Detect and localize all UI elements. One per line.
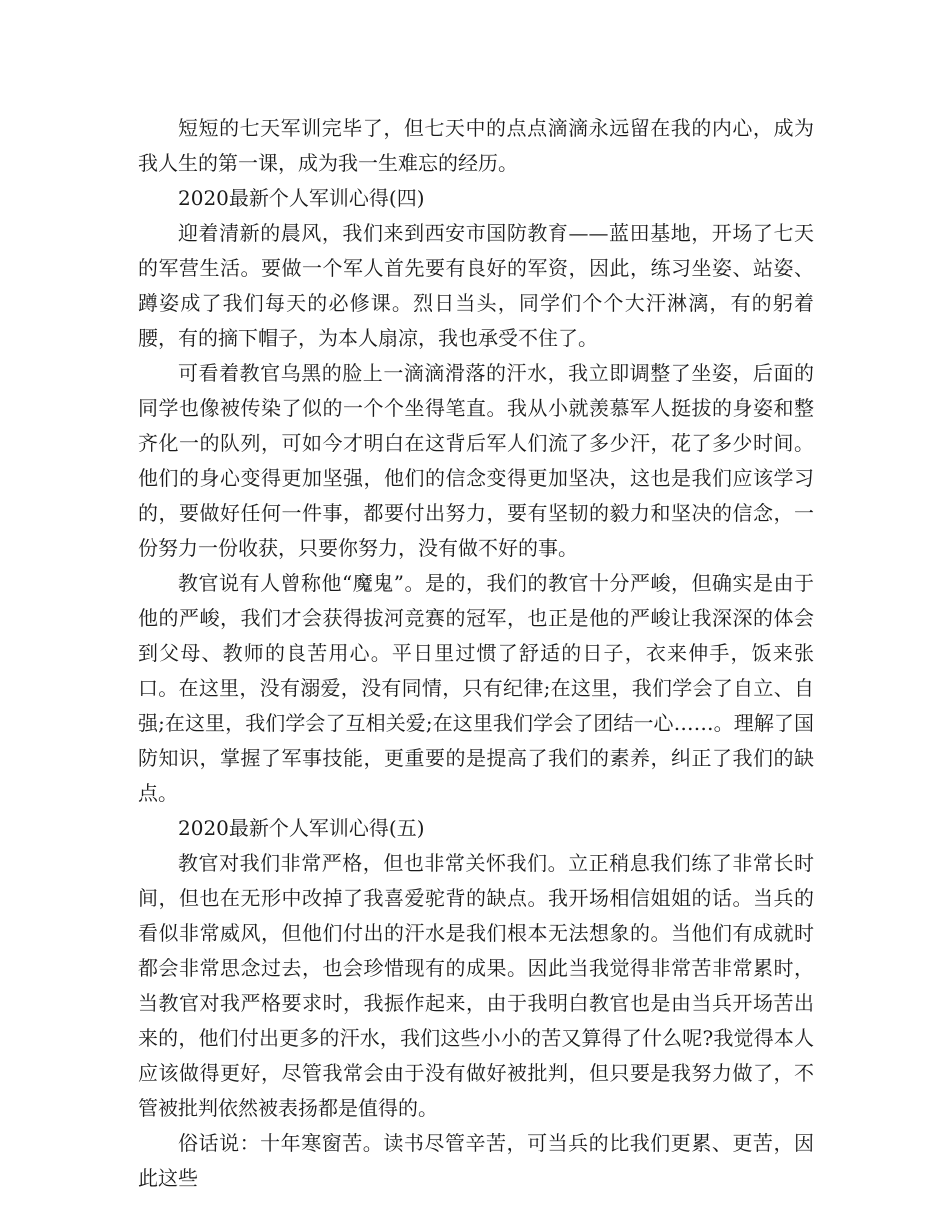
document-body: [138, 111, 814, 1196]
section-heading-5: 2020最新个人军训心得(五): [178, 816, 425, 840]
paragraph-4: 教官说有人曾称他“魔鬼”。是的，我们的教官十分严峻，但确实是由于他的严峻，我们才会获得拔河竞赛的冠军，也正是他的严峻让我深深的体会到父母、教师的良苦用心。平日里过惯了舒适的日子，衣来伸手，饭来张口。在这里，没有溺爱，没有同情，只有纪律;在这里，我们学会了自立、自强;在这里，我们学会了互相关爱;在这里我们学会了团结一心……。理解了国防知识，掌握了军事技能，更重要的是提高了我们的素养，纠正了我们的缺点。: [138, 571, 814, 805]
paragraph-2: 迎着清新的晨风，我们来到西安市国防教育——蓝田基地，开场了七天的军营生活。要做一个军人首先要有良好的军资，因此，练习坐姿、站姿、蹲姿成了我们每天的必修课。烈日当头，同学们个个大汗淋漓，有的躬着腰，有的摘下帽子，为本人扇凉，我也承受不住了。: [138, 221, 814, 350]
section-heading-4: 2020最新个人军训心得(四): [178, 186, 425, 210]
paragraph-1: 短短的七天军训完毕了，但七天中的点点滴滴永远留在我的内心，成为我人生的第一课，成为我一生难忘的经历。: [138, 116, 814, 175]
paragraph-6: 俗话说：十年寒窗苦。读书尽管辛苦，可当兵的比我们更累、更苦，因此这些: [138, 1131, 814, 1190]
paragraph-5: 教官对我们非常严格，但也非常关怀我们。立正稍息我们练了非常长时间，但也在无形中改掉了我喜爱驼背的缺点。我开场相信姐姐的话。当兵的看似非常威风，但他们付出的汗水是我们根本无法想象的。当他们有成就时都会非常思念过去，也会珍惜现有的成果。因此当我觉得非常苦非常累时，当教官对我严格要求时，我振作起来，由于我明白教官也是由当兵开场苦出来的，他们付出更多的汗水，我们这些小小的苦又算得了什么呢?我觉得本人应该做得更好，尽管我常会由于没有做好被批判，但只要是我努力做了，不管被批判依然被表扬都是值得的。: [138, 851, 814, 1120]
paragraph-3: 可看着教官乌黑的脸上一滴滴滑落的汗水，我立即调整了坐姿，后面的同学也像被传染了似的一个个坐得笔直。我从小就羡慕军人挺拔的身姿和整齐化一的队列，可如今才明白在这背后军人们流了多少汗，花了多少时间。他们的身心变得更加坚强，他们的信念变得更加坚决，这也是我们应该学习的，要做好任何一件事，都要付出努力，要有坚韧的毅力和坚决的信念，一份努力一份收获，只要你努力，没有做不好的事。: [138, 361, 814, 560]
